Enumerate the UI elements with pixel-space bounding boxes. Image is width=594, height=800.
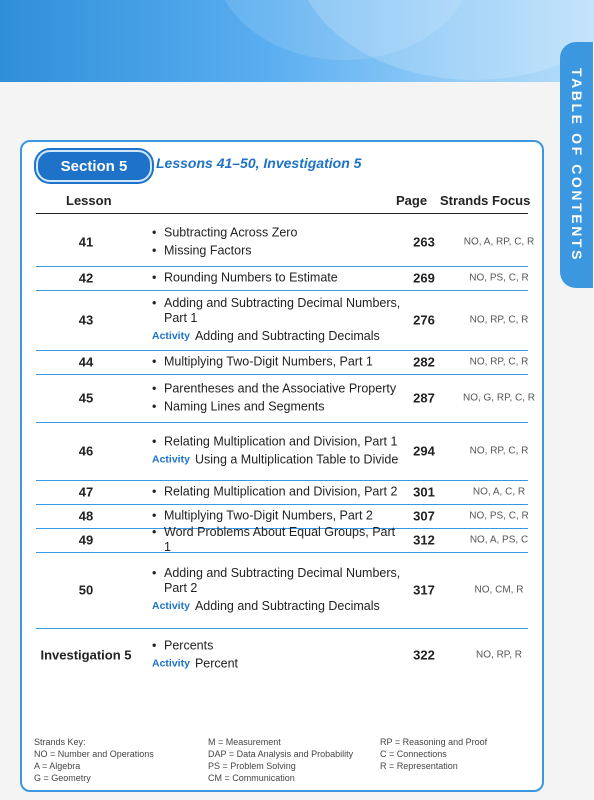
page-number: 301 <box>413 484 435 500</box>
bullet-icon: • <box>152 243 157 258</box>
strands-key-entry: G = Geometry <box>34 773 91 783</box>
topic-text: Multiplying Two-Digit Numbers, Part 2 <box>164 508 373 523</box>
header-page: Page <box>396 193 428 208</box>
header-strands: Strands Focus <box>440 193 531 208</box>
topic-text: Subtracting Across Zero <box>164 225 298 240</box>
activity-line <box>152 453 402 468</box>
topic-text: Adding and Subtracting Decimal Numbers, Part 1 <box>164 296 401 325</box>
lesson-topics <box>152 432 402 471</box>
strands-key-entry: M = Measurement <box>208 737 281 747</box>
strands-focus: NO, CM, R <box>474 584 524 596</box>
activity-label: Activity <box>152 600 190 612</box>
strands-focus: NO, RP, C, R <box>469 314 529 326</box>
lesson-number: 43 <box>78 312 94 328</box>
header-banner <box>0 0 594 82</box>
lesson-topics <box>152 379 402 418</box>
topic-line <box>152 244 402 259</box>
strands-key-entry: R = Representation <box>380 761 458 771</box>
topic-text: Word Problems About Equal Groups, Part 1 <box>164 525 396 554</box>
lesson-topics <box>152 268 402 289</box>
table-row <box>36 552 528 629</box>
page-number: 322 <box>413 647 435 663</box>
strands-focus: NO, A, RP, C, R <box>463 236 535 248</box>
topic-text: Adding and Subtracting Decimals <box>194 329 380 343</box>
topic-line <box>152 485 402 500</box>
topic-text: Adding and Subtracting Decimals <box>194 599 380 613</box>
table-row <box>36 628 528 682</box>
strands-focus: NO, RP, C, R <box>469 445 529 457</box>
topic-text: Relating Multiplication and Division, Part 1 <box>164 434 398 449</box>
strands-focus: NO, G, RP, C, R <box>462 392 536 404</box>
lesson-number: 41 <box>78 234 94 250</box>
page-number: 294 <box>413 443 435 459</box>
topic-line <box>152 382 402 397</box>
bullet-icon: • <box>152 508 157 523</box>
lesson-topics <box>152 223 402 262</box>
lesson-topics <box>152 293 402 347</box>
page-number: 269 <box>413 270 435 286</box>
topic-text: Relating Multiplication and Division, Part 2 <box>164 484 398 499</box>
topic-text: Rounding Numbers to Estimate <box>164 270 338 285</box>
lesson-topics <box>152 563 402 617</box>
page-number: 282 <box>413 354 435 370</box>
activity-label: Activity <box>152 330 190 342</box>
strands-key-entry: PS = Problem Solving <box>208 761 296 771</box>
strands-key-entry: A = Algebra <box>34 761 81 771</box>
topic-line <box>152 296 402 326</box>
strands-key-entry: C = Connections <box>380 749 447 759</box>
strands-key-entry: CM = Communication <box>208 773 295 783</box>
topic-text: Using a Multiplication Table to Divide <box>194 452 399 467</box>
strands-focus: NO, A, C, R <box>472 486 526 498</box>
section-card <box>20 140 544 792</box>
topic-line <box>152 226 402 241</box>
bullet-icon: • <box>152 484 157 499</box>
toc-tab-label: TABLE OF CONTENTS <box>569 67 585 263</box>
lesson-number: 49 <box>78 532 94 548</box>
lesson-number: 47 <box>78 484 94 500</box>
topic-text: Percent <box>194 656 239 671</box>
topic-line <box>152 355 402 370</box>
topic-line <box>152 400 402 415</box>
topic-line <box>152 435 402 450</box>
bullet-icon: • <box>152 354 157 369</box>
lesson-number: 42 <box>78 270 94 286</box>
page-number: 287 <box>413 390 435 406</box>
lesson-topics <box>152 352 402 373</box>
lesson-number: Investigation 5 <box>40 647 132 663</box>
section-title: Lessons 41–50, Investigation 5 <box>156 155 362 171</box>
topic-line <box>152 566 402 596</box>
bullet-icon: • <box>152 225 157 240</box>
topic-text: Multiplying Two-Digit Numbers, Part 1 <box>164 354 373 369</box>
section-badge: Section 5 <box>36 150 152 182</box>
activity-line <box>152 599 402 614</box>
lesson-number: 45 <box>78 390 94 406</box>
table-row <box>36 374 536 423</box>
topic-text: Missing Factors <box>164 243 252 258</box>
lesson-topics <box>152 636 402 675</box>
bullet-icon: • <box>152 638 157 653</box>
bullet-icon: • <box>152 270 157 285</box>
bullet-icon: • <box>152 566 157 580</box>
bullet-icon: • <box>152 381 157 396</box>
activity-line <box>152 329 402 344</box>
strands-key-entry: NO = Number and Operations <box>34 749 154 759</box>
bullet-icon: • <box>152 434 157 449</box>
activity-label: Activity <box>152 453 190 466</box>
strands-key-entry: DAP = Data Analysis and Probability <box>208 749 354 759</box>
table-row <box>36 290 528 351</box>
lesson-number: 46 <box>78 443 94 459</box>
lesson-number: 48 <box>78 508 94 524</box>
bullet-icon: • <box>152 525 157 539</box>
topic-text: Parentheses and the Associative Property <box>164 381 397 396</box>
page-number: 307 <box>413 508 435 524</box>
activity-label: Activity <box>152 657 190 670</box>
strands-key-title: Strands Key: <box>34 737 86 747</box>
lesson-topics <box>152 482 402 503</box>
strands-focus: NO, RP, R <box>476 649 522 661</box>
table-row <box>36 266 528 291</box>
activity-line <box>152 657 402 672</box>
lesson-number: 50 <box>78 582 94 598</box>
topic-text: Naming Lines and Segments <box>164 399 325 414</box>
table-of-contents-tab <box>560 42 594 288</box>
strands-focus: NO, PS, C, R <box>469 272 529 284</box>
table-row <box>36 350 528 375</box>
strands-focus: NO, A, PS, C <box>469 534 529 546</box>
topic-text: Adding and Subtracting Decimal Numbers, Part 2 <box>164 566 401 595</box>
topic-line <box>152 271 402 286</box>
topic-line <box>152 525 402 555</box>
topic-line <box>152 639 402 654</box>
table-row <box>36 422 528 481</box>
table-row <box>36 525 529 554</box>
bullet-icon: • <box>152 296 157 310</box>
page-number: 263 <box>413 234 435 250</box>
lesson-number: 44 <box>78 354 94 370</box>
page-number: 312 <box>413 532 435 548</box>
topic-text: Percents <box>164 638 214 653</box>
page-number: 276 <box>413 312 435 328</box>
header-lesson: Lesson <box>66 193 112 208</box>
strands-focus: NO, RP, C, R <box>469 356 529 368</box>
page-number: 317 <box>413 582 435 598</box>
header-divider <box>36 213 528 214</box>
table-row <box>36 480 528 505</box>
strands-key-entry: RP = Reasoning and Proof <box>380 737 488 747</box>
table-row <box>36 218 535 267</box>
strands-focus: NO, PS, C, R <box>469 510 529 522</box>
bullet-icon: • <box>152 399 157 414</box>
